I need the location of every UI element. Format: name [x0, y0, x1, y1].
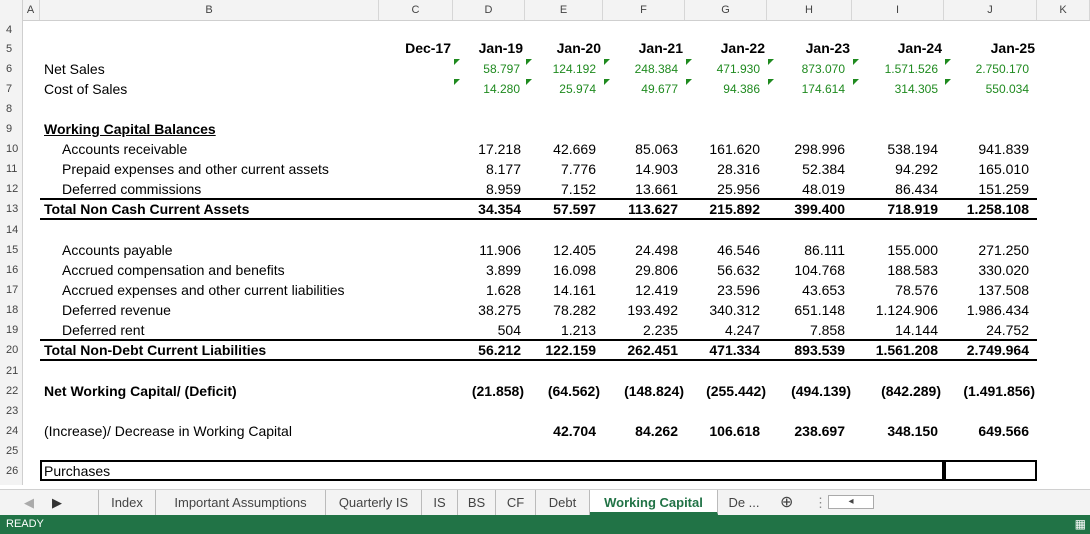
net-sales-value[interactable]: 58.797: [483, 62, 520, 76]
deferred-rev-value[interactable]: 340.312: [709, 302, 760, 318]
deferred-rent-label[interactable]: Deferred rent: [62, 322, 145, 338]
ap-value[interactable]: 155.000: [887, 242, 938, 258]
nwc-value[interactable]: (1.491.856): [963, 383, 1035, 399]
deferred-rev-value[interactable]: 38.275: [478, 302, 521, 318]
total-nca-value[interactable]: 215.892: [709, 201, 760, 217]
change-wc-value[interactable]: 84.262: [635, 423, 678, 439]
tab-scroll-left-icon[interactable]: ◀: [24, 495, 34, 510]
nwc-value[interactable]: (842.289): [881, 383, 941, 399]
row-header[interactable]: 16: [0, 260, 22, 280]
header-jan25[interactable]: Jan-25: [990, 40, 1035, 56]
total-nca-value[interactable]: 718.919: [887, 201, 938, 217]
deferred-rev-value[interactable]: 78.282: [553, 302, 596, 318]
accrued-comp-value[interactable]: 188.583: [887, 262, 938, 278]
accrued-comp-value[interactable]: 16.098: [553, 262, 596, 278]
row-header[interactable]: 25: [0, 441, 22, 461]
purchases-j-cell[interactable]: [944, 460, 1037, 481]
cost-of-sales-value[interactable]: 14.280: [483, 82, 520, 96]
prepaid-value[interactable]: 7.776: [560, 161, 596, 177]
col-e-header[interactable]: E: [525, 0, 603, 20]
nwc-value[interactable]: (148.824): [624, 383, 684, 399]
ap-value[interactable]: 11.906: [479, 242, 521, 258]
deferred-rent-value[interactable]: 7.858: [809, 322, 845, 338]
sheet-view-icon[interactable]: ▦: [1074, 517, 1086, 531]
deferred-comm-value[interactable]: 48.019: [802, 181, 845, 197]
change-wc-value[interactable]: 42.704: [553, 423, 596, 439]
cost-of-sales-value[interactable]: 550.034: [985, 82, 1029, 96]
col-g-header[interactable]: G: [685, 0, 767, 20]
ap-value[interactable]: 271.250: [978, 242, 1029, 258]
prepaid-value[interactable]: 28.316: [717, 161, 760, 177]
row-header[interactable]: 9: [0, 119, 22, 139]
deferred-comm-value[interactable]: 7.152: [560, 181, 596, 197]
cost-of-sales-value[interactable]: 25.974: [559, 82, 596, 96]
row-header[interactable]: 20: [0, 340, 22, 360]
status-text: READY: [6, 518, 44, 530]
cost-of-sales-value[interactable]: 49.677: [641, 82, 678, 96]
row-header[interactable]: 24: [0, 421, 22, 441]
row-header[interactable]: 15: [0, 240, 22, 260]
tab-debt[interactable]: Debt: [536, 490, 590, 515]
nwc-value[interactable]: (64.562): [547, 383, 600, 399]
accrued-exp-value[interactable]: 14.161: [553, 282, 596, 298]
deferred-rent-value[interactable]: 4.247: [724, 322, 760, 338]
row-header[interactable]: 12: [0, 179, 22, 199]
change-wc-value[interactable]: 106.618: [709, 423, 760, 439]
total-ndcl-value[interactable]: 471.334: [709, 342, 760, 358]
row-header[interactable]: 26: [0, 461, 22, 481]
row-header[interactable]: 10: [0, 139, 22, 159]
ar-value[interactable]: 85.063: [635, 141, 678, 157]
header-dec17[interactable]: Dec-17: [405, 40, 451, 56]
prepaid-value[interactable]: 14.903: [635, 161, 678, 177]
accrued-comp-label[interactable]: Accrued compensation and benefits: [62, 262, 285, 278]
tab-bs[interactable]: BS: [458, 490, 496, 515]
nwc-value[interactable]: (255.442): [706, 383, 766, 399]
accrued-exp-value[interactable]: 12.419: [635, 282, 678, 298]
column-header-bar: [0, 0, 1090, 21]
sheet-tab-bar: [0, 489, 1090, 516]
accrued-exp-value[interactable]: 137.508: [978, 282, 1029, 298]
accrued-exp-value[interactable]: 23.596: [717, 282, 760, 298]
row-header[interactable]: 8: [0, 99, 22, 119]
ar-value[interactable]: 161.620: [709, 141, 760, 157]
prepaid-label[interactable]: Prepaid expenses and other current assets: [62, 161, 329, 177]
col-i-header[interactable]: I: [852, 0, 944, 20]
purchases-label[interactable]: Purchases: [44, 463, 111, 479]
accrued-exp-label[interactable]: Accrued expenses and other current liabilities: [62, 282, 345, 298]
purchases-cell[interactable]: [40, 460, 944, 481]
prepaid-value[interactable]: 165.010: [978, 161, 1029, 177]
total-nca-value[interactable]: 1.258.108: [966, 201, 1029, 217]
deferred-rev-label[interactable]: Deferred revenue: [62, 302, 171, 318]
row-header[interactable]: 14: [0, 220, 22, 240]
net-sales-value[interactable]: 248.384: [634, 62, 678, 76]
row-header[interactable]: 11: [0, 159, 22, 179]
accrued-comp-value[interactable]: 104.768: [794, 262, 845, 278]
total-ndcl-bottom-border: [40, 359, 1037, 361]
cost-of-sales-value[interactable]: 314.305: [894, 82, 938, 96]
deferred-rev-value[interactable]: 1.124.906: [875, 302, 938, 318]
horizontal-scrollbar[interactable]: ◂: [828, 495, 874, 509]
ar-label[interactable]: Accounts receivable: [62, 141, 188, 157]
total-ndcl-value[interactable]: 893.539: [794, 342, 845, 358]
change-wc-value[interactable]: 649.566: [978, 423, 1029, 439]
change-wc-value[interactable]: 348.150: [887, 423, 938, 439]
deferred-comm-value[interactable]: 25.956: [717, 181, 760, 197]
tab-working-capital[interactable]: Working Capital: [590, 490, 718, 515]
deferred-rent-value[interactable]: 1.213: [560, 322, 596, 338]
net-sales-value[interactable]: 2.750.170: [975, 62, 1029, 76]
deferred-comm-value[interactable]: 86.434: [895, 181, 938, 197]
row-header[interactable]: 17: [0, 280, 22, 300]
row-header[interactable]: 19: [0, 320, 22, 340]
change-wc-value[interactable]: 238.697: [794, 423, 845, 439]
deferred-rent-value[interactable]: 504: [497, 322, 521, 338]
accrued-exp-value[interactable]: 1.628: [485, 282, 521, 298]
row-header[interactable]: 18: [0, 300, 22, 320]
col-f-header[interactable]: F: [603, 0, 685, 20]
total-ndcl-value[interactable]: 262.451: [627, 342, 678, 358]
ar-value[interactable]: 298.996: [794, 141, 845, 157]
col-h-header[interactable]: H: [767, 0, 852, 20]
change-wc-label[interactable]: (Increase)/ Decrease in Working Capital: [44, 423, 292, 439]
row-header[interactable]: 21: [0, 361, 22, 381]
deferred-comm-label[interactable]: Deferred commissions: [62, 181, 202, 197]
deferred-rent-value[interactable]: 2.235: [642, 322, 678, 338]
deferred-rent-value[interactable]: 14.144: [895, 322, 938, 338]
net-sales-value[interactable]: 124.192: [552, 62, 596, 76]
prepaid-value[interactable]: 52.384: [802, 161, 845, 177]
ap-label[interactable]: Accounts payable: [62, 242, 173, 258]
total-ndcl-value[interactable]: 1.561.208: [875, 342, 938, 358]
ap-value[interactable]: 12.405: [553, 242, 596, 258]
total-nca-value[interactable]: 113.627: [628, 201, 678, 217]
deferred-rev-value[interactable]: 1.986.434: [966, 302, 1029, 318]
header-jan23[interactable]: Jan-23: [805, 40, 850, 56]
deferred-rent-value[interactable]: 24.752: [986, 322, 1029, 338]
total-nca-value[interactable]: 34.354: [478, 201, 521, 217]
row-header[interactable]: 22: [0, 381, 22, 401]
total-nca-label[interactable]: Total Non Cash Current Assets: [44, 201, 250, 217]
accrued-comp-value[interactable]: 56.632: [717, 262, 760, 278]
wc-section-title[interactable]: Working Capital Balances: [44, 121, 216, 137]
row-header[interactable]: 5: [0, 39, 22, 59]
row-header[interactable]: 13: [0, 199, 22, 219]
tab-more[interactable]: De ...: [728, 495, 760, 510]
tab-cf[interactable]: CF: [496, 490, 536, 515]
total-ndcl-label[interactable]: Total Non-Debt Current Liabilities: [44, 342, 267, 358]
accrued-comp-value[interactable]: 330.020: [978, 262, 1029, 278]
deferred-comm-value[interactable]: 151.259: [978, 181, 1029, 197]
prepaid-value[interactable]: 94.292: [895, 161, 938, 177]
deferred-rev-value[interactable]: 651.148: [794, 302, 845, 318]
tab-scroll-right-icon[interactable]: ▶: [52, 495, 62, 510]
col-a-header[interactable]: A: [22, 0, 40, 20]
ar-value[interactable]: 42.669: [553, 141, 596, 157]
nwc-label[interactable]: Net Working Capital/ (Deficit): [44, 383, 237, 399]
total-ndcl-value[interactable]: 2.749.964: [966, 342, 1029, 358]
col-j-header[interactable]: J: [944, 0, 1037, 20]
col-c-header[interactable]: C: [379, 0, 453, 20]
nwc-value[interactable]: (21.858): [471, 383, 524, 399]
deferred-rev-value[interactable]: 193.492: [627, 302, 678, 318]
net-sales-value[interactable]: 471.930: [716, 62, 760, 76]
header-jan22[interactable]: Jan-22: [720, 40, 765, 56]
row-header[interactable]: 23: [0, 401, 22, 421]
col-b-header[interactable]: B: [40, 0, 379, 20]
cost-of-sales-label[interactable]: Cost of Sales: [44, 81, 128, 97]
nwc-value[interactable]: (494.139): [791, 383, 851, 399]
accrued-comp-value[interactable]: 3.899: [485, 262, 521, 278]
tab-is[interactable]: IS: [422, 490, 458, 515]
ar-value[interactable]: 538.194: [887, 141, 938, 157]
total-nca-bottom-border: [40, 218, 1037, 220]
ar-value[interactable]: 941.839: [978, 141, 1029, 157]
total-ndcl-value[interactable]: 122.159: [545, 342, 596, 358]
header-jan20[interactable]: Jan-20: [556, 40, 601, 56]
col-d-header[interactable]: D: [453, 0, 525, 20]
row-header[interactable]: 4: [0, 20, 22, 40]
cost-of-sales-value[interactable]: 94.386: [723, 82, 760, 96]
net-sales-value[interactable]: 873.070: [801, 62, 845, 76]
ap-value[interactable]: 86.111: [804, 242, 845, 258]
header-jan19[interactable]: Jan-19: [478, 40, 523, 56]
deferred-comm-value[interactable]: 13.661: [635, 181, 678, 197]
accrued-exp-value[interactable]: 78.576: [895, 282, 938, 298]
tab-splitter-icon[interactable]: ⋮: [814, 495, 827, 510]
header-jan24[interactable]: Jan-24: [897, 40, 942, 56]
cost-of-sales-value[interactable]: 174.614: [801, 82, 845, 96]
prepaid-value[interactable]: 8.177: [485, 161, 521, 177]
net-sales-label[interactable]: Net Sales: [44, 61, 105, 77]
ar-value[interactable]: 17.218: [478, 141, 521, 157]
accrued-exp-value[interactable]: 43.653: [802, 282, 845, 298]
row-header[interactable]: 6: [0, 59, 22, 79]
tab-important-assumptions[interactable]: Important Assumptions: [156, 490, 326, 515]
tab-quarterly-is[interactable]: Quarterly IS: [326, 490, 422, 515]
deferred-comm-value[interactable]: 8.959: [485, 181, 521, 197]
total-nca-value[interactable]: 399.400: [794, 201, 845, 217]
total-ndcl-value[interactable]: 56.212: [478, 342, 521, 358]
select-all-corner[interactable]: [0, 0, 23, 20]
ap-value[interactable]: 46.546: [717, 242, 760, 258]
row-header[interactable]: 7: [0, 79, 22, 99]
col-k-header[interactable]: K: [1037, 0, 1090, 20]
tab-index[interactable]: Index: [98, 490, 156, 515]
ap-value[interactable]: 24.498: [635, 242, 678, 258]
net-sales-value[interactable]: 1.571.526: [884, 62, 938, 76]
status-bar: [0, 515, 1090, 534]
accrued-comp-value[interactable]: 29.806: [635, 262, 678, 278]
add-sheet-icon[interactable]: ⊕: [780, 494, 794, 511]
header-jan21[interactable]: Jan-21: [638, 40, 683, 56]
total-nca-value[interactable]: 57.597: [553, 201, 596, 217]
